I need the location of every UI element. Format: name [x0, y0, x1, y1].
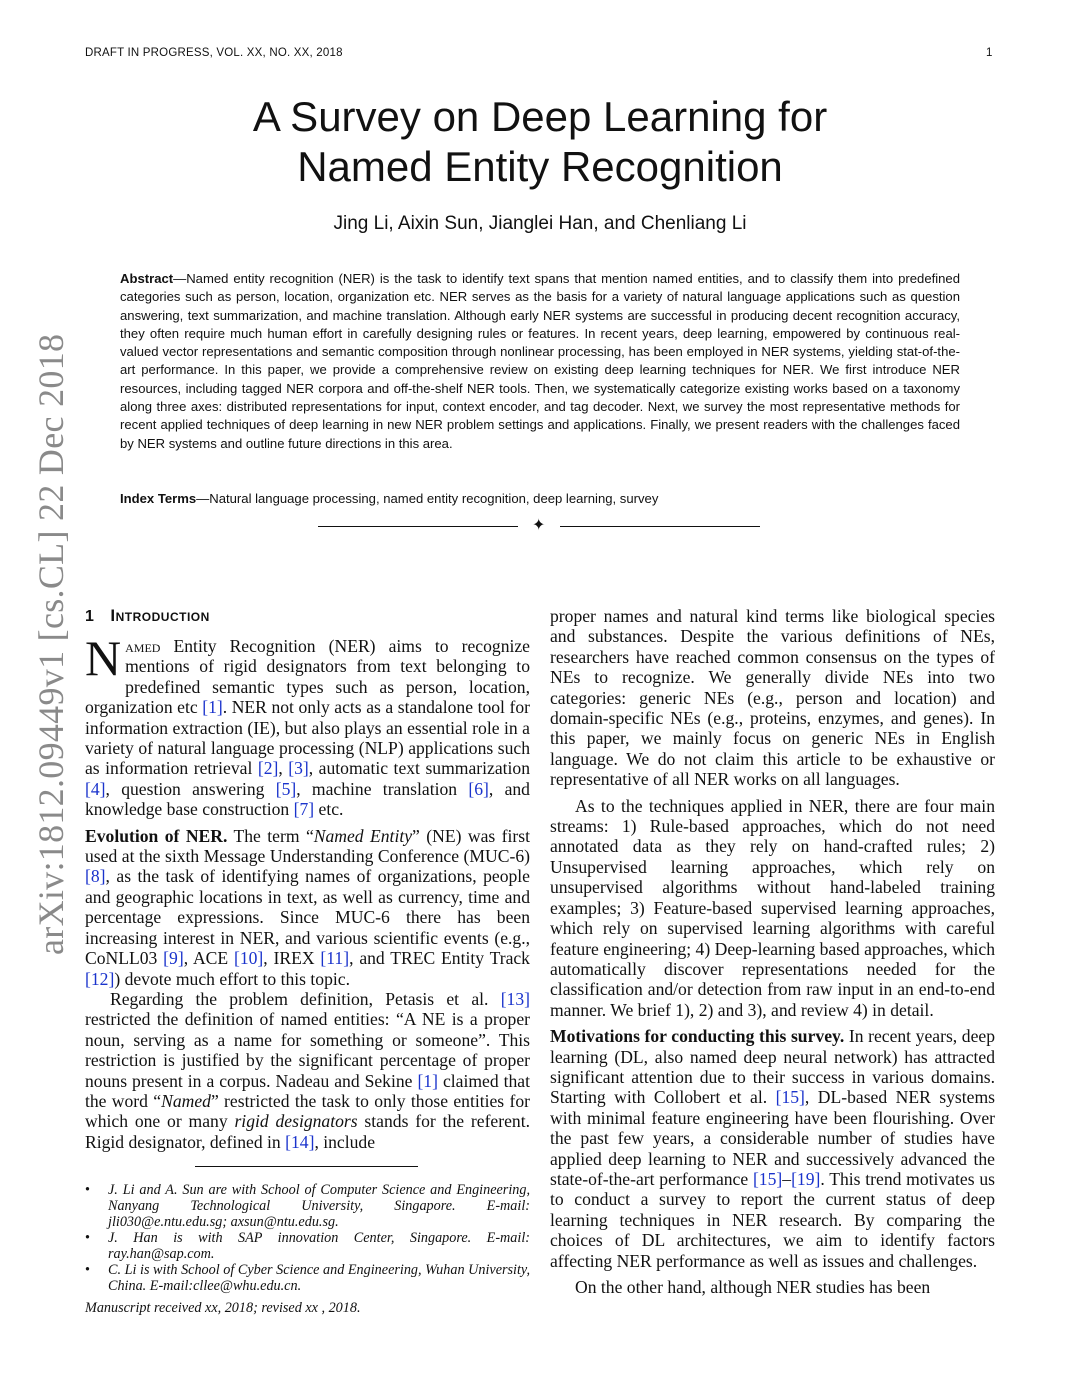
separator-right: [560, 526, 760, 527]
paragraph: [550, 796, 995, 1020]
text: –: [782, 1168, 792, 1189]
text: On the other hand, although NER studies has been: [575, 1277, 931, 1297]
section-title: Introduction: [110, 606, 210, 625]
citation-link[interactable]: [7]: [293, 799, 315, 820]
manuscript-note: Manuscript received xx, 2018; revised xx , 2018.: [85, 1300, 361, 1316]
text: restricted the definition of named entities: “A NE is a proper noun, serving as a name for something or someone”. This restriction is justified by the significant percentage of proper nouns present in a corpus. Nadeau and Sekine: [85, 1009, 530, 1091]
citation-link[interactable]: [9]: [163, 948, 184, 969]
paragraph: [550, 1026, 995, 1271]
text: , ACE: [183, 948, 234, 969]
citation-link[interactable]: [11]: [320, 948, 350, 969]
text: . This trend motivates us to conduct a survey to report the current status of deep learning techniques in NER research. By comparing the choices of DL architectures, we aim to identify factors affecting NER performance as well as issues and challenges.: [550, 1168, 995, 1271]
paragraph: [85, 989, 530, 1152]
text: Regarding the problem definition, Petasis et al.: [110, 988, 501, 1009]
diamond-ornament-icon: ✦: [532, 517, 546, 534]
section-heading: [85, 606, 530, 626]
emphasis: rigid designators: [234, 1111, 358, 1132]
left-column: [85, 606, 530, 1152]
footnote-item: • J. Han is with SAP innovation Center, Singapore. E-mail: ray.han@sap.com.: [85, 1230, 530, 1262]
text: ,: [278, 758, 289, 779]
text: , IREX: [263, 948, 321, 969]
text: etc.: [314, 799, 344, 820]
index-terms: [120, 490, 960, 508]
citation-link[interactable]: [6]: [468, 778, 489, 799]
text: ) devote much effort to this topic.: [114, 968, 350, 989]
citation-link[interactable]: [3]: [288, 758, 309, 779]
text: stands for the referent. Rigid designator, defined in: [85, 1111, 530, 1152]
paragraph: [550, 1277, 995, 1297]
abstract-label: Abstract: [120, 271, 174, 286]
drop-cap: N: [85, 630, 122, 686]
paper-title: [0, 92, 1080, 192]
text: , and knowledge base construction: [85, 778, 530, 820]
text: , include: [314, 1131, 376, 1152]
paragraph: [85, 826, 530, 989]
text: ” restricted the task to only those entities for which one or many: [85, 1090, 530, 1132]
footnote-item: • J. Li and A. Sun are with School of Computer Science and Engineering, Nanyang Technological University, Singapore. E-mail: jli030@e.ntu.edu.sg; axsun@ntu.edu.sg.: [85, 1182, 530, 1230]
footnote-item: • C. Li is with School of Cyber Science and Engineering, Wuhan University, China. E-mail:cllee@whu.edu.cn.: [85, 1262, 530, 1294]
text: , question answering: [105, 778, 276, 799]
title-line-1: A Survey on Deep Learning for: [252, 93, 828, 140]
small-caps-lead: amed: [125, 636, 161, 656]
text: . NER not only acts as a standalone tool for information extraction (IE), but also plays an essential role in a variety of natural language processing (NLP) applications such as information retrieval: [85, 697, 531, 779]
citation-link[interactable]: [1]: [202, 697, 223, 718]
paragraph: [85, 630, 531, 820]
citation-link[interactable]: [5]: [275, 778, 297, 799]
footnote-rule: [195, 1166, 418, 1167]
citation-link[interactable]: [4]: [85, 778, 106, 799]
text: ” (NE) was first used at the sixth Message Understanding Conference (MUC-6): [85, 825, 531, 867]
citation-link[interactable]: [15]: [775, 1087, 805, 1108]
title-line-2: Named Entity Recognition: [297, 143, 783, 190]
index-terms-text: —Natural language processing, named entity recognition, deep learning, survey: [196, 491, 659, 506]
authors: Jing Li, Aixin Sun, Jianglei Han, and Chenliang Li: [333, 213, 747, 234]
footnotes: [85, 1182, 530, 1294]
abstract-text: —Named entity recognition (NER) is the task to identify text spans that mention named entities, and to classify them into predefined categories such as person, location, organization etc. NER serves as the basis for a variety of natural language applications such as question answering, text summarization, and machine translation. Although early NER systems are successful in producing decent recognition accuracy, they often require much human effort in carefully designing rules or features. In recent years, deep learning, empowered by continuous real-valued vector representations and semantic composition through nonlinear processing, has been employed in NER systems, yielding stat-of-the-art performance. In this paper, we provide a comprehensive review on existing deep learning techniques for NER. We first introduce NER resources, including tagged NER corpora and off-the-shelf NER tools. Then, we systematically categorize existing works based on a taxonomy along three axes: distributed representations for input, context encoder, and tag decoder. Next, we survey the most representative methods for recent applied techniques of deep learning in new NER problem settings and applications. Finally, we present readers with the challenges faced by NER systems and outline future directions in this area.: [120, 271, 960, 451]
text: The term “: [227, 825, 314, 846]
text: , as the task of identifying names of organizations, people and geographic locations in text, as well as currency, time and percentage expressions. Since MUC-6 there has been increasing interest in NER, and various scientific events (e.g., CoNLL03: [85, 866, 530, 969]
paragraph: [550, 606, 995, 790]
right-column: [550, 606, 995, 1297]
text: proper names and natural kind terms like biological species and substances. Despite the various definitions of NEs, researchers have reached common consensus on the types of NEs to recognize. We generally divide NEs into two categories: generic NEs (e.g., person and location) and domain-specific NEs (e.g., proteins, enzymes, and genes). In this paper, we mainly focus on generic NEs in English language. We do not claim this article to be exhaustive or representative of all NER works on all languages.: [550, 606, 995, 790]
section-number: 1: [85, 608, 95, 625]
index-terms-label: Index Terms: [120, 491, 197, 506]
page-number: 1: [986, 47, 993, 59]
paragraph-lead: Motivations for conducting this survey.: [550, 1026, 845, 1047]
citation-link[interactable]: [19]: [791, 1168, 821, 1189]
citation-link[interactable]: [10]: [233, 948, 264, 969]
text: Entity Recognition (NER) aims to recognize mentions of rigid designators from text belonging to predefined semantic types such as person, location, organization etc: [85, 636, 530, 718]
text: , DL-based NER systems with minimal feature engineering have been flourishing. Over the past few years, a considerable number of studies have applied deep learning to NER and successively advanced the state-of-the-art performance: [550, 1087, 995, 1189]
text: , machine translation: [296, 778, 469, 799]
paragraph-lead: Evolution of NER.: [85, 825, 228, 846]
separator-left: [318, 526, 518, 527]
citation-link[interactable]: [15]: [752, 1168, 783, 1189]
arxiv-stamp: arXiv:1812.09449v1 [cs.CL] 22 Dec 2018: [31, 333, 71, 955]
abstract: [120, 270, 960, 453]
emphasis: Named Entity: [313, 825, 413, 846]
text: claimed that the word “: [85, 1070, 530, 1111]
text: , automatic text summarization: [308, 758, 530, 779]
citation-link[interactable]: [1]: [417, 1070, 438, 1091]
text: , and TREC Entity Track: [349, 948, 530, 969]
text: As to the techniques applied in NER, there are four main streams: 1) Rule-based approaches, which do not need annotated data as they rely on hand-crafted rules; 2) Unsupervised learning approaches, which rely on unsupervised algorithms without hand-labeled training examples; 3) Feature-based supervised learning approaches, which rely on supervised learning algorithms with careful feature engineering; 4) Deep-learning based approaches, which automatically discover representations needed for the classification and/or detection from raw input in an end-to-end manner. We brief 1), 2) and 3), and review 4) in detail.: [550, 795, 996, 1020]
text: In recent years, deep learning (DL, also named deep neural network) has attracted significant attention due to their success in various domains. Starting with Collobert et al.: [550, 1026, 996, 1108]
citation-link[interactable]: [14]: [285, 1131, 315, 1152]
citation-link[interactable]: [13]: [500, 988, 530, 1009]
citation-link[interactable]: [2]: [257, 758, 279, 779]
emphasis: Named: [161, 1090, 211, 1111]
running-head: DRAFT IN PROGRESS, VOL. XX, NO. XX, 2018: [85, 47, 343, 59]
citation-link[interactable]: [12]: [85, 968, 115, 989]
citation-link[interactable]: [8]: [85, 866, 106, 887]
